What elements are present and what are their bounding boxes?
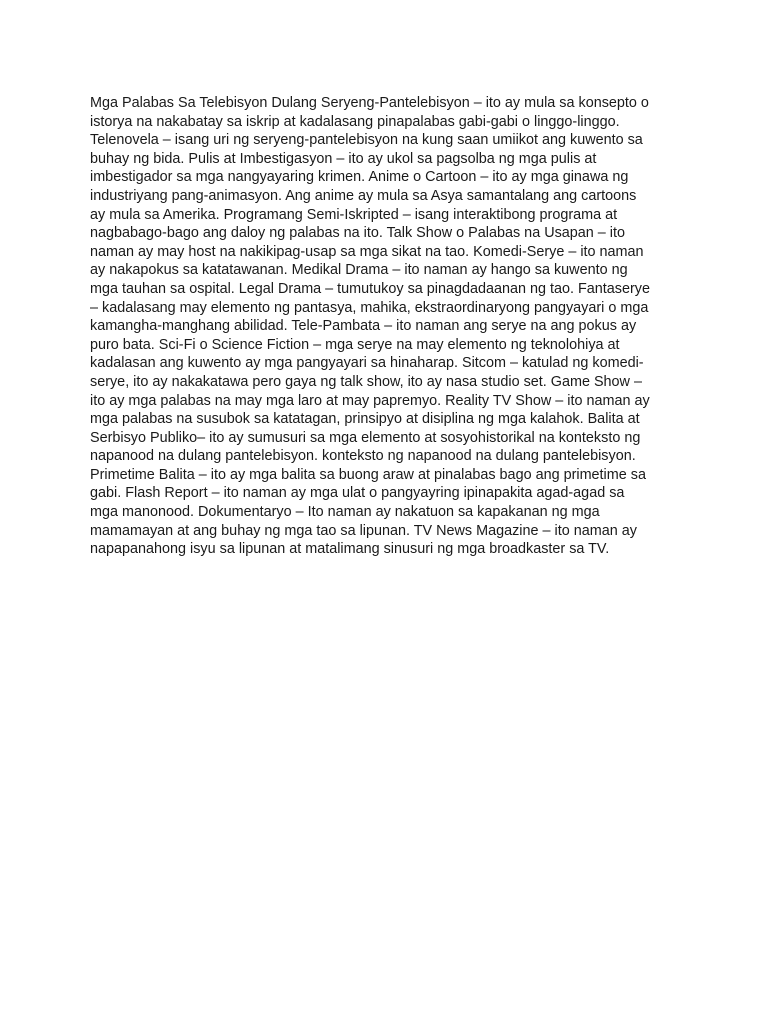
paragraph-line: Mga Palabas Sa Telebisyon Dulang Seryeng-Pantelebisyon – ito ay mula sa konsepto o [90, 95, 649, 111]
paragraph-line: ito ay mga palabas na may mga laro at may papremyo. Reality TV Show – ito naman ay [90, 392, 650, 409]
paragraph-line: ay nakapokus sa katatawanan. Medikal Drama – ito naman ay hango sa kuwento ng [90, 262, 628, 279]
paragraph-line: mga tauhan sa ospital. Legal Drama – tumutukoy sa pinagdadaanan ng tao. Fantaserye [90, 280, 650, 297]
paragraph-line: napanood na dulang pantelebisyon. konteksto ng napanood na dulang pantelebisyon. [90, 448, 636, 465]
paragraph-line: mamamayan at ang buhay ng mga tao sa lipunan. TV News Magazine – ito naman ay [90, 522, 637, 539]
paragraph-line: buhay ng bida. Pulis at Imbestigasyon – ito ay ukol sa pagsolba ng mga pulis at [90, 150, 597, 167]
paragraph-line: kadalasan ang kuwento ay mga pangyayari sa hinaharap. Sitcom – katulad ng komedi- [90, 355, 644, 372]
paragraph-line: Telenovela – isang uri ng seryeng-pantelebisyon na kung saan umiikot ang kuwento sa [90, 132, 643, 149]
body-paragraph [90, 94, 690, 559]
paragraph-line: mga palabas na susubok sa katatagan, prinsipyo at disiplina ng mga kalahok. Balita at [90, 411, 640, 428]
paragraph-line: Primetime Balita – ito ay mga balita sa buong araw at pinalabas bago ang primetime sa [90, 466, 646, 483]
paragraph-line: puro bata. Sci-Fi o Science Fiction – mga serye na may elemento ng teknolohiya at [90, 336, 620, 353]
paragraph-line: imbestigador sa mga nangyayaring krimen. Anime o Cartoon – ito ay mga ginawa ng [90, 169, 629, 186]
paragraph-line: naman ay may host na nakikipag-usap sa mga sikat na tao. Komedi-Serye – ito naman [90, 243, 644, 260]
paragraph-line: industriyang pang-animasyon. Ang anime ay mula sa Asya samantalang ang cartoons [90, 187, 637, 204]
paragraph-line: kamangha-manghang abilidad. Tele-Pambata – ito naman ang serye na ang pokus ay [90, 318, 637, 335]
paragraph-line: gabi. Flash Report – ito naman ay mga ulat o pangyayring ipinapakita agad-agad sa [90, 485, 625, 502]
paragraph-line: serye, ito ay nakakatawa pero gaya ng talk show, ito ay nasa studio set. Game Show – [90, 373, 642, 390]
paragraph-line: Serbisyo Publiko– ito ay sumusuri sa mga elemento at sosyohistorikal na konteksto ng [90, 429, 641, 446]
paragraph-line: mga manonood. Dokumentaryo – Ito naman ay nakatuon sa kapakanan ng mga [90, 504, 600, 521]
paragraph-line: istorya na nakabatay sa iskrip at kadalasang pinapalabas gabi-gabi o linggo-linggo. [90, 113, 620, 130]
paragraph-line: nagbabago-bago ang daloy ng palabas na ito. Talk Show o Palabas na Usapan – ito [90, 225, 625, 242]
paragraph-line: – kadalasang may elemento ng pantasya, mahika, ekstraordinaryong pangyayari o mga [90, 299, 649, 316]
paragraph-line: napapanahong isyu sa lipunan at matalimang sinusuri ng mga broadkaster sa TV. [90, 541, 610, 558]
paragraph-line: ay mula sa Amerika. Programang Semi-Iskripted – isang interaktibong programa at [90, 206, 618, 223]
